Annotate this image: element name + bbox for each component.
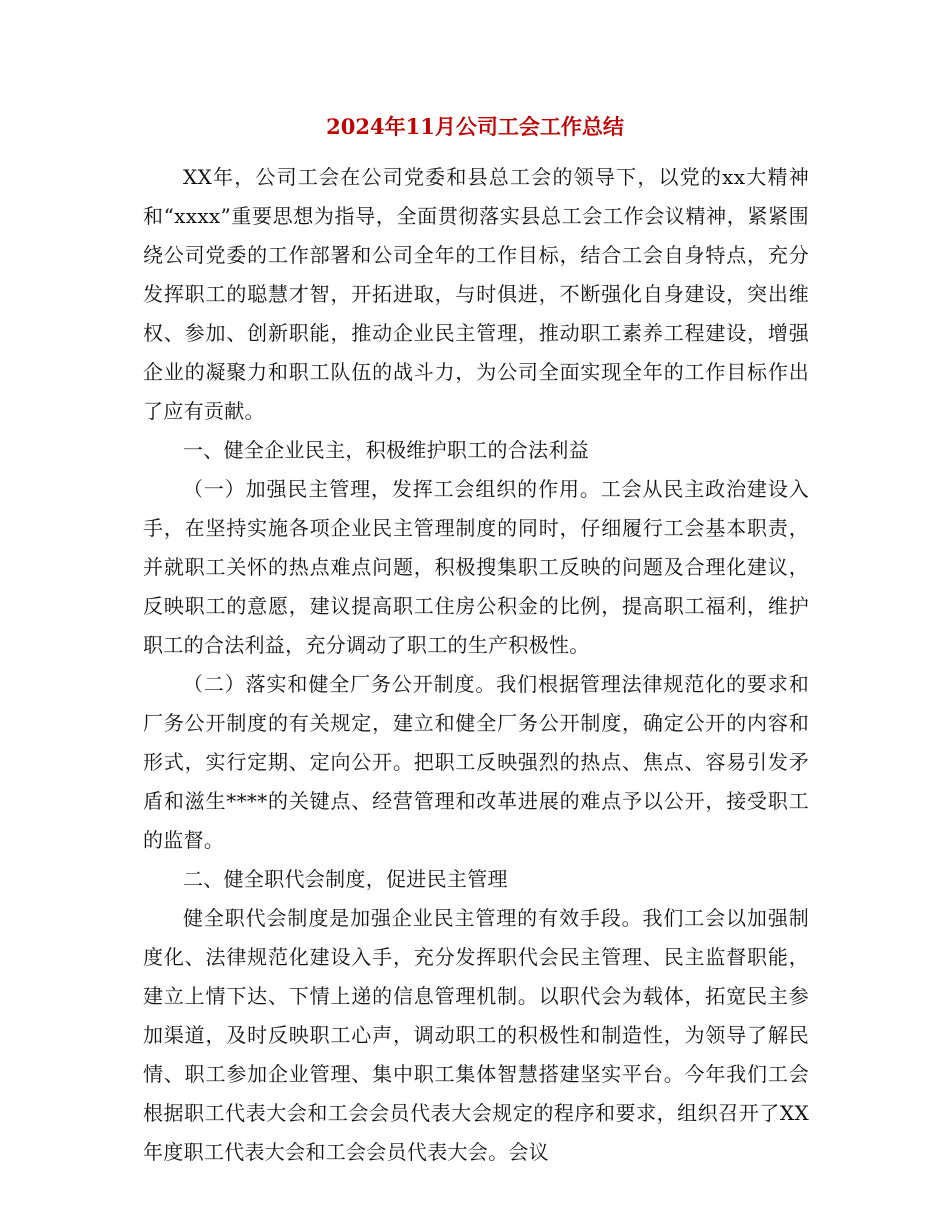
section-heading-1: 一、健全企业民主，积极维护职工的合法利益: [183, 438, 589, 462]
section-heading-2: 二、健全职代会制度，促进民主管理: [183, 867, 508, 891]
paragraph-intro: XX年，公司工会在公司党委和县总工会的领导下，以党的xx大精神和“xxxx”重要思想为指导，全面贯彻落实县总工会工作会议精神，紧紧围绕公司党委的工作部署和公司全年的工作目标，结合工会自身特点，充分发挥职工的聪慧才智，开拓进取，与时俱进，不断强化自身建设，突出维权、参加、创新职能，推动企业民主管理，推动职工素养工程建设，增强企业的凝聚力和职工队伍的战斗力，为公司全面实现全年的工作目标作出了应有贡献。: [143, 165, 809, 423]
paragraph-2: 健全职代会制度是加强企业民主管理的有效手段。我们工会以加强制度化、法律规范化建设入手，充分发挥职代会民主管理、民主监督职能，建立上情下达、下情上递的信息管理机制。以职代会为载体，拓宽民主参加渠道，及时反映职工心声，调动职工的积极性和制造性，为领导了解民情、职工参加企业管理、集中职工集体智慧搭建坚实平台。今年我们工会根据职工代表大会和工会会员代表大会规定的程序和要求，组织召开了XX年度职工代表大会和工会会员代表大会。会议: [143, 906, 809, 1164]
document-body: [143, 158, 809, 1172]
paragraph-1-1: （一）加强民主管理，发挥工会组织的作用。工会从民主政治建设入手，在坚持实施各项企业民主管理制度的同时，仔细履行工会基本职责，并就职工关怀的热点难点问题，积极搜集职工反映的问题及合理化建议，反映职工的意愿，建议提高职工住房公积金的比例，提高职工福利，维护职工的合法利益，充分调动了职工的生产积极性。: [143, 477, 809, 657]
paragraph-1-2: （二）落实和健全厂务公开制度。我们根据管理法律规范化的要求和厂务公开制度的有关规定，建立和健全厂务公开制度，确定公开的内容和形式，实行定期、定向公开。把职工反映强烈的热点、焦点、容易引发矛盾和滋生****的关键点、经营管理和改革进展的难点予以公开，接受职工的监督。: [143, 672, 809, 852]
document-title: 2024年11月公司工会工作总结: [326, 114, 624, 139]
